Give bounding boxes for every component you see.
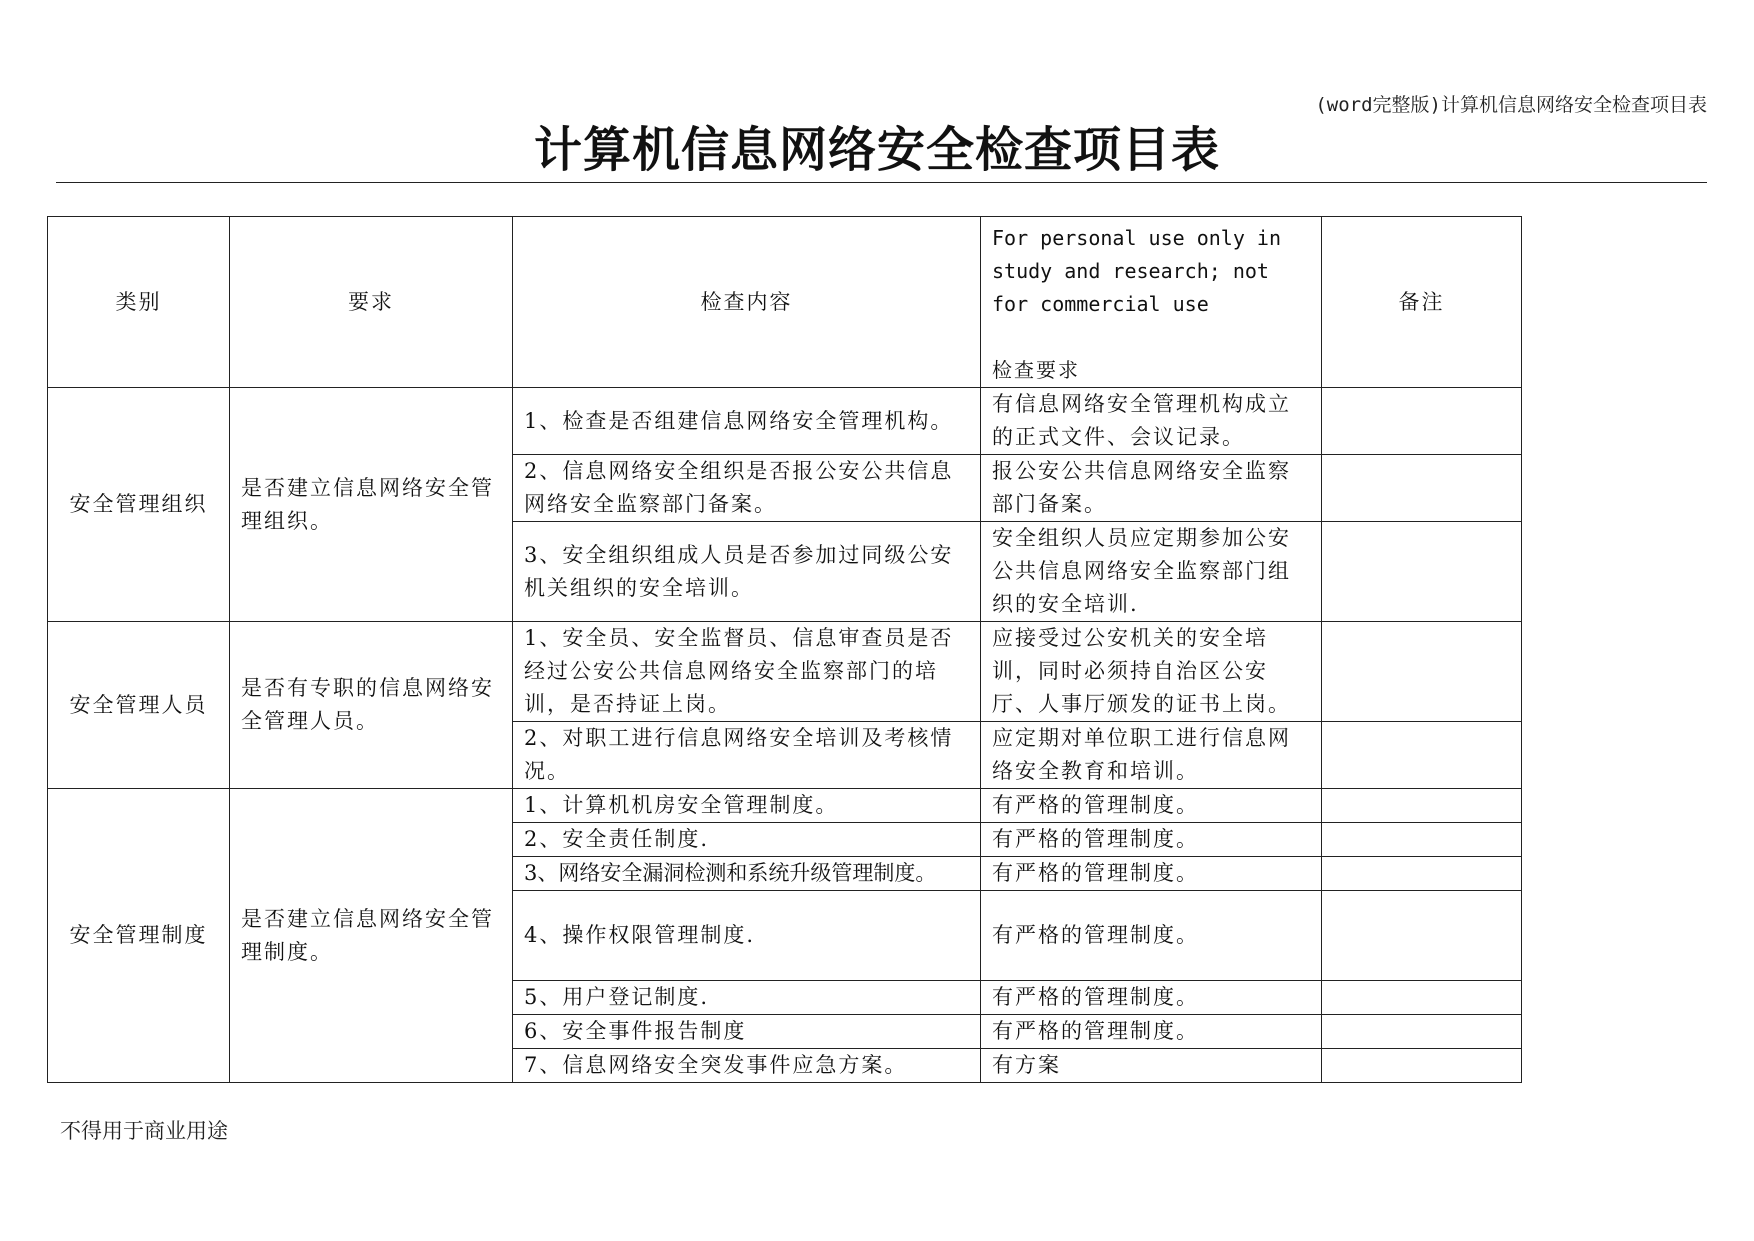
check-cell: 安全组织人员应定期参加公安公共信息网络安全监察部门组织的安全培训. xyxy=(981,522,1322,622)
check-cell: 有严格的管理制度。 xyxy=(981,857,1322,891)
content-cell: 4、操作权限管理制度. xyxy=(513,891,981,981)
content-cell: 1、计算机机房安全管理制度。 xyxy=(513,789,981,823)
check-cell: 有严格的管理制度。 xyxy=(981,1015,1322,1049)
check-cell: 有信息网络安全管理机构成立的正式文件、会议记录。 xyxy=(981,388,1322,455)
check-cell: 应定期对单位职工进行信息网络安全教育和培训。 xyxy=(981,722,1322,789)
check-cell: 有严格的管理制度。 xyxy=(981,789,1322,823)
watermark-notice-text: For personal use only in study and research; not for commercial use xyxy=(992,226,1281,316)
table-row xyxy=(48,388,1522,455)
document-title: 计算机信息网络安全检查项目表 xyxy=(533,122,1220,178)
remark-cell xyxy=(1322,522,1522,622)
remark-cell xyxy=(1322,455,1522,522)
content-cell: 3、安全组织组成人员是否参加过同级公安机关组织的安全培训。 xyxy=(513,522,981,622)
check-cell: 有严格的管理制度。 xyxy=(981,981,1322,1015)
remark-cell xyxy=(1322,823,1522,857)
title-divider xyxy=(56,182,1707,183)
remark-cell xyxy=(1322,981,1522,1015)
column-header-category: 类别 xyxy=(48,217,230,388)
remark-cell xyxy=(1322,722,1522,789)
content-cell: 7、信息网络安全突发事件应急方案。 xyxy=(513,1049,981,1083)
column-header-remarks: 备注 xyxy=(1322,217,1522,388)
table-row xyxy=(48,622,1522,722)
check-cell: 应接受过公安机关的安全培训，同时必须持自治区公安厅、人事厅颁发的证书上岗。 xyxy=(981,622,1322,722)
requirement-cell: 是否建立信息网络安全管理组织。 xyxy=(230,388,513,622)
content-cell: 5、用户登记制度. xyxy=(513,981,981,1015)
category-cell: 安全管理组织 xyxy=(48,388,230,622)
table-header-row xyxy=(48,217,1522,388)
column-header-check-requirement xyxy=(981,217,1322,388)
column-header-requirement: 要求 xyxy=(230,217,513,388)
remark-cell xyxy=(1322,1015,1522,1049)
remark-cell xyxy=(1322,789,1522,823)
check-cell: 有方案 xyxy=(981,1049,1322,1083)
category-cell: 安全管理制度 xyxy=(48,789,230,1083)
content-cell: 6、安全事件报告制度 xyxy=(513,1015,981,1049)
content-cell: 2、信息网络安全组织是否报公安公共信息网络安全监察部门备案。 xyxy=(513,455,981,522)
check-requirement-label: 检查要求 xyxy=(992,358,1080,382)
check-cell: 有严格的管理制度。 xyxy=(981,891,1322,981)
remark-cell xyxy=(1322,1049,1522,1083)
content-cell: 1、安全员、安全监督员、信息审查员是否经过公安公共信息网络安全监察部门的培训，是否持证上岗。 xyxy=(513,622,981,722)
content-cell: 3、网络安全漏洞检测和系统升级管理制度。 xyxy=(513,857,981,891)
content-cell: 1、检查是否组建信息网络安全管理机构。 xyxy=(513,388,981,455)
running-header: (word完整版)计算机信息网络安全检查项目表 xyxy=(1315,94,1707,116)
footer-note: 不得用于商业用途 xyxy=(60,1119,228,1143)
requirement-cell: 是否有专职的信息网络安全管理人员。 xyxy=(230,622,513,789)
security-checklist-table xyxy=(47,216,1522,1083)
table-row xyxy=(48,789,1522,823)
check-cell: 报公安公共信息网络安全监察部门备案。 xyxy=(981,455,1322,522)
remark-cell xyxy=(1322,388,1522,455)
remark-cell xyxy=(1322,622,1522,722)
column-header-content: 检查内容 xyxy=(513,217,981,388)
content-cell: 2、安全责任制度. xyxy=(513,823,981,857)
check-cell: 有严格的管理制度。 xyxy=(981,823,1322,857)
category-cell: 安全管理人员 xyxy=(48,622,230,789)
remark-cell xyxy=(1322,857,1522,891)
remark-cell xyxy=(1322,891,1522,981)
content-cell: 2、对职工进行信息网络安全培训及考核情况。 xyxy=(513,722,981,789)
requirement-cell: 是否建立信息网络安全管理制度。 xyxy=(230,789,513,1083)
